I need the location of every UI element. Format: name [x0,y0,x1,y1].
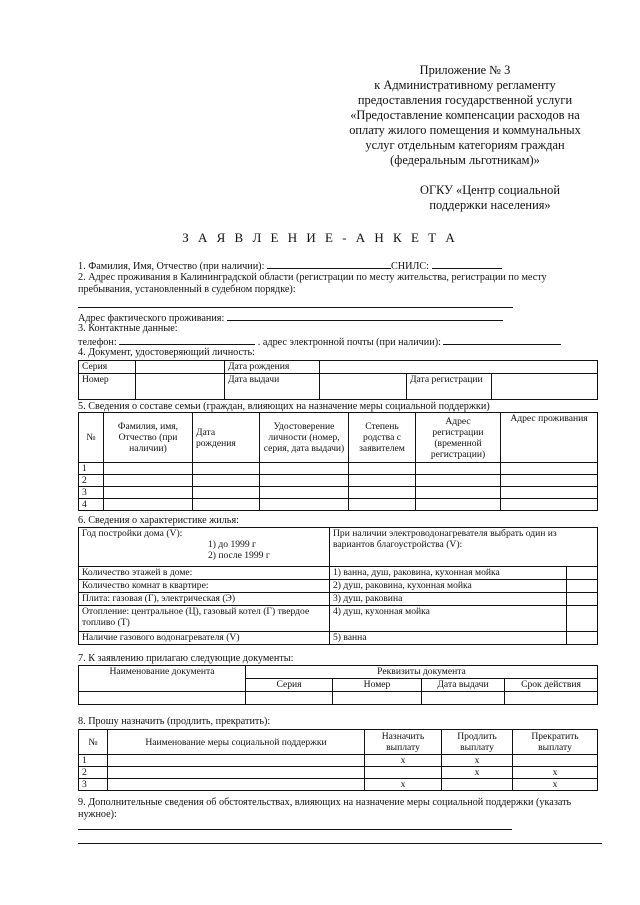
snils-field[interactable] [432,259,502,269]
doc-cell[interactable] [79,692,246,705]
table-row [79,463,598,475]
option-4: 4) душ, кухонная мойка [330,606,567,632]
doc-cell[interactable] [422,692,505,705]
family-cell[interactable] [104,475,193,487]
email-field[interactable] [443,335,561,345]
measure-col-name: Наименование меры социальной поддержки [108,730,365,755]
rooms-label: Количество комнат в квартире: [79,580,330,593]
section-1 [78,259,502,273]
family-cell[interactable] [104,487,193,499]
birth-date-cell[interactable] [320,361,598,374]
header-line: к Административному регламенту [374,78,556,92]
family-cell[interactable] [349,475,416,487]
family-cell[interactable] [416,487,501,499]
stop-mark[interactable]: x [513,779,598,791]
stove-label: Плита: газовая (Г), электрическая (Э) [79,593,330,606]
reg-date-label: Дата регистрации [407,374,492,400]
row-number: 1 [79,755,108,767]
row-number: 3 [79,779,108,791]
actual-address-label: Адрес фактического проживания: [78,313,225,324]
family-cell[interactable] [260,463,349,475]
additional-info-line[interactable] [78,843,602,844]
doc-cell[interactable] [505,692,598,705]
snils-label: СНИЛС: [390,261,429,272]
number-cell[interactable] [136,374,225,400]
assign-mark[interactable]: x [365,755,442,767]
family-col-birth: Дата рождения [193,413,260,463]
table-row [79,755,598,767]
table-row [79,499,598,511]
family-col-reg-address: Адрес регистрации (временной регистрации) [416,413,501,463]
phone-label: телефон: [78,337,117,348]
stop-mark[interactable]: x [513,767,598,779]
table-row [79,767,598,779]
measure-col-assign: Назначить выплату [365,730,442,755]
year-built-label: Год постройки дома (V): [82,528,183,539]
family-cell[interactable] [104,463,193,475]
header-line: услуг отдельным категориям граждан [365,138,565,152]
row-number: 2 [79,475,104,487]
measure-name-cell[interactable] [108,779,365,791]
option-5-check[interactable] [567,632,598,645]
series-label: Серия [79,361,136,374]
header-line: «Предоставление компенсации расходов на [350,108,580,122]
option-3-check[interactable] [567,593,598,606]
measure-name-cell[interactable] [108,755,365,767]
org-line: ОГКУ «Центр социальной [420,183,560,197]
additional-info-line[interactable] [78,829,512,830]
extend-mark[interactable]: x [442,755,513,767]
requisites-header: Реквизиты документа [246,666,598,679]
family-cell[interactable] [501,499,598,511]
extend-mark[interactable] [442,779,513,791]
option-2: 2) душ, раковина, кухонная мойка [330,580,567,593]
section-8-title: 8. Прошу назначить (продлить, прекратить): [78,716,271,727]
series-cell[interactable] [136,361,225,374]
table-row [79,779,598,791]
option-1: 1) ванна, душ, раковина, кухонная мойка [330,567,567,580]
heater-note: При наличии электроводонагревателя выбрать один из вариантов благоустройства (V): [330,528,598,567]
doc-col-series: Серия [246,679,333,692]
measure-col-number: № [79,730,108,755]
family-cell[interactable] [349,487,416,499]
heating-label: Отопление: центральное (Ц), газовый котел (Г) твердое топливо (Т) [79,606,330,632]
family-col-number: № [79,413,104,463]
phone-field[interactable] [119,335,255,345]
assign-mark[interactable]: x [365,779,442,791]
reg-date-cell[interactable] [492,374,598,400]
family-cell[interactable] [501,463,598,475]
year-option-before-1999[interactable]: 1) до 1999 г [208,539,256,550]
doc-col-issue-date: Дата выдачи [422,679,505,692]
floors-label: Количество этажей в доме: [79,567,330,580]
extend-mark[interactable]: x [442,767,513,779]
documents-table [78,665,598,705]
doc-name-header: Наименование документа [79,666,246,692]
contacts-title: 3. Контактные данные: [78,323,178,334]
family-cell[interactable] [416,499,501,511]
option-3: 3) душ, раковина [330,593,567,606]
measure-col-stop: Прекратить выплату [513,730,598,755]
appendix-header [330,63,600,168]
family-cell[interactable] [193,475,260,487]
family-cell[interactable] [349,463,416,475]
family-cell[interactable] [193,463,260,475]
year-built-cell [79,528,330,567]
issue-date-label: Дата выдачи [225,374,320,400]
row-number: 1 [79,463,104,475]
organization-header [380,183,600,213]
stop-mark[interactable] [513,755,598,767]
measure-col-extend: Продлить выплату [442,730,513,755]
gas-heater-label: Наличие газового водонагревателя (V) [79,632,330,645]
table-row [79,475,598,487]
form-title: З А Я В Л Е Н И Е - А Н К Е Т А [182,230,458,245]
section-7-title: 7. К заявлению прилагаю следующие документы: [78,653,294,664]
doc-cell[interactable] [333,692,422,705]
housing-table [78,527,598,645]
section-6-title: 6. Сведения о характеристике жилья: [78,515,239,526]
row-number: 3 [79,487,104,499]
email-label: . адрес электронной почты (при наличии): [257,337,441,348]
number-label: Номер [79,374,136,400]
family-col-address: Адрес проживания [501,413,598,463]
header-line: Приложение № 3 [419,63,511,77]
fio-label: 1. Фамилия, Имя, Отчество (при наличии): [78,261,265,272]
fio-field[interactable] [267,259,391,269]
family-cell[interactable] [349,499,416,511]
family-cell[interactable] [501,475,598,487]
family-cell[interactable] [104,499,193,511]
section-5-title: 5. Сведения о составе семьи (граждан, влияющих на назначение меры социальной поддержки) [78,401,490,412]
family-col-name: Фамилия, имя, Отчество (при наличии) [104,413,193,463]
option-1-check[interactable] [567,567,598,580]
measure-name-cell[interactable] [108,767,365,779]
option-4-check[interactable] [567,606,598,632]
family-cell[interactable] [501,487,598,499]
family-cell[interactable] [260,499,349,511]
support-measures-table [78,729,598,791]
family-cell[interactable] [193,499,260,511]
table-row [79,692,598,705]
table-row [79,487,598,499]
address-field-line[interactable] [78,307,513,308]
row-number: 4 [79,499,104,511]
option-5: 5) ванна [330,632,567,645]
header-line: оплату жилого помещения и коммунальных [349,123,581,137]
doc-cell[interactable] [246,692,333,705]
row-number: 2 [79,767,108,779]
family-cell[interactable] [260,487,349,499]
header-line: (федеральным льготникам)» [390,153,540,167]
org-line: поддержки населения» [429,198,551,212]
year-option-after-1999[interactable]: 2) после 1999 г [208,550,270,561]
family-table [78,412,598,511]
section-4-title: 4. Документ, удостоверяющий личность: [78,347,255,358]
id-document-table [78,360,598,400]
family-cell[interactable] [416,475,501,487]
actual-address-field[interactable] [227,311,503,321]
family-cell[interactable] [416,463,501,475]
doc-col-number: Номер [333,679,422,692]
section-9-text: 9. Дополнительные сведения об обстоятельствах, влияющих на назначение меры социальной поддержки (указать нужное): [78,797,572,820]
option-2-check[interactable] [567,580,598,593]
section-2-text: 2. Адрес проживания в Калининградской области (регистрации по месту жительства, регистрации по месту пребывания, установленный в судебном порядке): [78,272,547,295]
header-line: предоставления государственной услуги [357,93,573,107]
assign-mark[interactable] [365,767,442,779]
family-col-relation: Степень родства с заявителем [349,413,416,463]
family-col-id: Удостоверение личности (номер, серия, дата выдачи) [260,413,349,463]
doc-col-validity: Срок действия [505,679,598,692]
family-cell[interactable] [193,487,260,499]
family-cell[interactable] [260,475,349,487]
issue-date-cell[interactable] [320,374,407,400]
birth-date-label: Дата рождения [225,361,320,374]
